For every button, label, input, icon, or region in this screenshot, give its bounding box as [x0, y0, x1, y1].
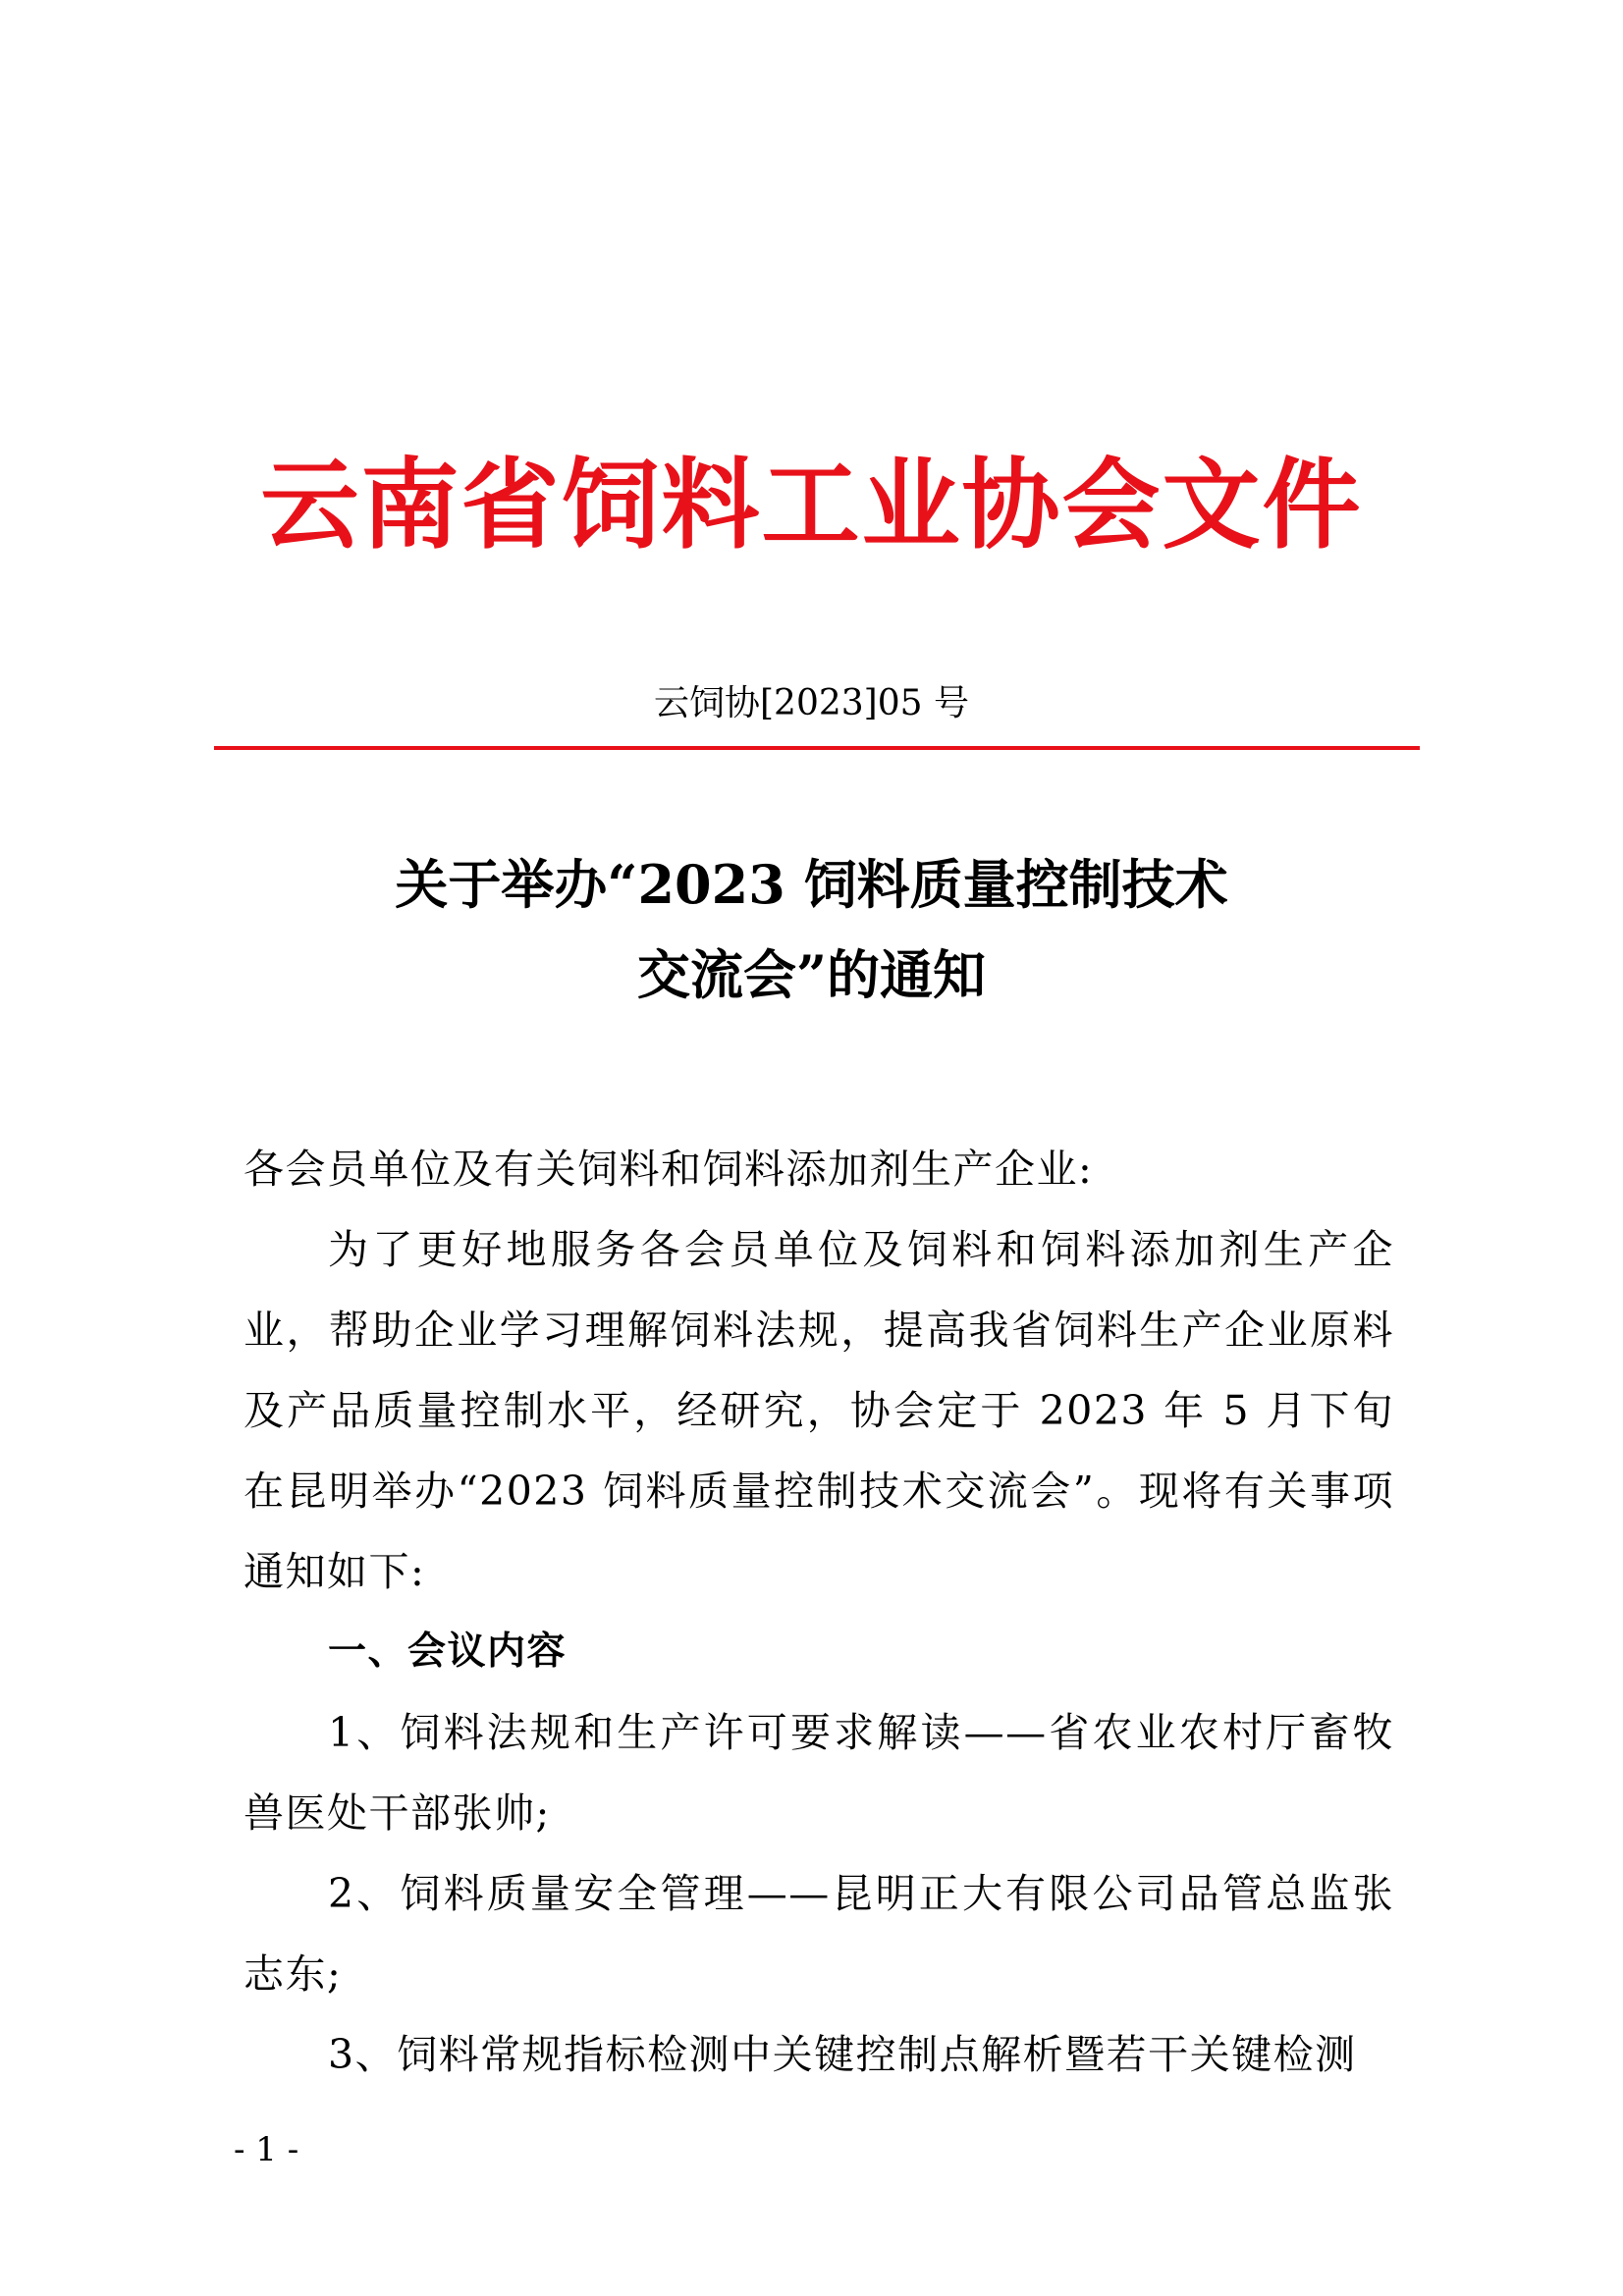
page-number: - 1 -: [234, 2130, 299, 2169]
section-heading-meeting-content: 一、会议内容: [328, 1629, 568, 1674]
intro-paragraph: 为了更好地服务各会员单位及饲料和饲料添加剂生产企业，帮助企业学习理解饲料法规，提高我省饲料生产企业原料及产品质量控制水平，经研究，协会定于 2023 年 5 月下旬在昆明举办“2023 饲料质量控制技术交流会”。现将有关事项通知如下:: [243, 1226, 1394, 1595]
list-item: 3、饲料常规指标检测中关键控制点解析暨若干关键检测: [328, 2031, 1357, 2078]
body-text: [243, 1129, 1394, 2095]
list-item: 1、饲料法规和生产许可要求解读——省农业农村厅畜牧兽医处干部张帅;: [243, 1709, 1394, 1837]
red-divider-rule: [214, 746, 1420, 750]
notice-title-line-1: 关于举办“2023 饲料质量控制技术: [395, 853, 1228, 916]
notice-title-line-2: 交流会”的通知: [636, 943, 987, 1006]
salutation: 各会员单位及有关饲料和饲料添加剂生产企业:: [243, 1146, 1094, 1193]
notice-title: [0, 839, 1623, 1020]
list-item: 2、饲料质量安全管理——昆明正大有限公司品管总监张志东;: [243, 1870, 1394, 1998]
document-number: 云饲协[2023]05 号: [654, 683, 969, 723]
header-title: 云南省饲料工业协会文件: [260, 448, 1363, 562]
